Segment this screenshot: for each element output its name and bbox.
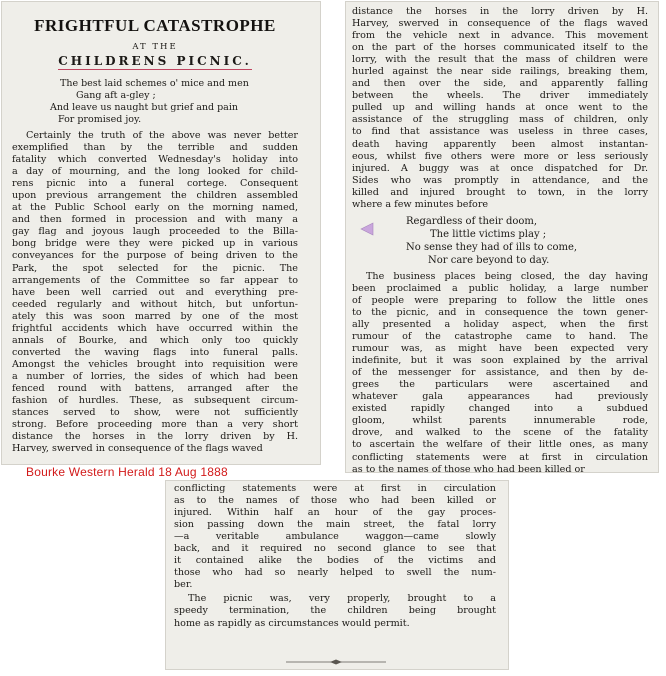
source-caption: Bourke Western Herald 18 Aug 1888 xyxy=(26,465,228,479)
verse-line: The little victims play ; xyxy=(430,228,547,240)
text-line: ately this was soon marred by one of the most xyxy=(12,310,298,322)
text-line: from the vehicle next in advance. This movement xyxy=(352,30,648,42)
text-line: —a veritable ambulance waggon—came slowly xyxy=(174,531,496,543)
text-line: death having apparently been almost instantan- xyxy=(352,138,648,150)
text-line: indefinite, but it was soon explained by the arrival xyxy=(352,355,648,367)
text-line: a number of lorries, the sides of which had been xyxy=(12,370,298,382)
text-line: hurled against the near side railings, breaking them, xyxy=(352,66,648,78)
text-line: where a few minutes before xyxy=(352,198,489,210)
text-line: frightful accidents which have occurred within the xyxy=(12,322,298,334)
text-line: it contained alike the bodies of the victims and xyxy=(174,555,496,567)
text-line: back, and it required no second glance to see that xyxy=(174,543,496,555)
verse-line: No sense they had of ills to come, xyxy=(406,241,578,253)
text-line: assistance of the struggling mass of children, only xyxy=(352,114,648,126)
text-line: gloom, whilst parents innumerable rode, xyxy=(352,415,648,427)
text-line: fashion of hurdles. These, as subsequent circum- xyxy=(12,395,298,407)
text-line: sion passing down the main street, the fatal lorry xyxy=(174,519,496,531)
text-line: fenced round with battens, arranged after the xyxy=(12,382,298,394)
text-line: rumour of the catastrophe came to hand. The xyxy=(352,331,648,343)
text-line: been proclaimed a public holiday, a large number xyxy=(352,282,648,294)
clipping-part-3 xyxy=(166,481,508,669)
text-line: of the messenger for assistance, and then by de- xyxy=(352,367,648,379)
text-line: Certainly the truth of the above was never better xyxy=(26,130,298,141)
column-1 xyxy=(12,2,298,455)
verse-line: The best laid schemes o' mice and men xyxy=(60,78,249,89)
verse-line: For promised joy. xyxy=(58,114,142,125)
text-line: fatality which converted Wednesday's holiday into xyxy=(12,154,298,166)
text-line: Harvey, swerved in consequence of the flags waved xyxy=(352,18,648,30)
left-arrow-icon[interactable] xyxy=(360,222,374,236)
verse-line: Gang aft a-gley ; xyxy=(76,90,156,101)
text-line: arrangements of the Committee so far appear to xyxy=(12,274,298,286)
text-line: injured. A buggy was at once dispatched for Dr. xyxy=(352,162,648,174)
subhead-text: CHILDRENS PICNIC. xyxy=(58,54,252,68)
column-2 xyxy=(352,6,648,472)
text-line: of people were preparing to follow the little ones xyxy=(352,294,648,306)
text-line: lorry, with the result that the mass of children were xyxy=(352,54,648,66)
text-line: whatever gala appearances had previously xyxy=(352,391,648,403)
clipping-part-1 xyxy=(2,2,320,464)
text-line: distance the horses in the lorry driven by H. xyxy=(12,431,298,443)
text-line: ally presented a holiday aspect, when the first xyxy=(352,318,648,330)
text-line: gay flag and joyous laugh proceeded to the Billa- xyxy=(12,226,298,238)
text-line: as to the names of those who had been killed or xyxy=(352,463,585,472)
article-body-part-2a xyxy=(352,6,648,211)
text-line: annals of Bourke, and which only too quickly xyxy=(12,334,298,346)
text-line: Amongst the vehicles brought into requisition were xyxy=(12,358,298,370)
subhead-childrens-picnic xyxy=(12,54,298,68)
text-line: those who had so nearly helped to swell the num- xyxy=(174,567,496,579)
verse-line: Nor care beyond to day. xyxy=(428,254,550,266)
end-rule-ornament xyxy=(286,659,386,665)
text-line: to find that assistance was useless in three cases, xyxy=(352,126,648,138)
text-line: upon previous arrangement the children assembled xyxy=(12,190,298,202)
text-line: at the Public School early on the morning named, xyxy=(12,202,298,214)
text-line: Sides who was promptly in attendance, and the xyxy=(352,174,648,186)
inserted-verse xyxy=(352,215,648,267)
text-line: The business places being closed, the day having xyxy=(366,270,648,282)
article-body-part-2b xyxy=(352,271,648,472)
text-line: to ascertain the welfare of their little ones, as many xyxy=(352,439,648,451)
text-line: rumour was, as might have been expected very xyxy=(352,343,648,355)
verse-line: Regardless of their doom, xyxy=(406,215,538,227)
text-line: to the picnic, and in consequence the town gener- xyxy=(352,306,648,318)
text-line: Harvey, swerved in consequence of the flags waved xyxy=(12,443,263,455)
text-line: exemplified than by the terrible and sudden xyxy=(12,142,298,154)
text-line: The picnic was, very properly, brought to a xyxy=(188,593,496,605)
subhead-at-the: AT THE xyxy=(132,42,178,52)
text-line: speedy termination, the children being brought xyxy=(174,605,496,617)
text-line: as to the names of those who had been killed or xyxy=(174,495,496,507)
text-line: distance the horses in the lorry driven by H. xyxy=(352,6,648,17)
text-line: strong. Before proceeding more than a very short xyxy=(12,419,298,431)
text-line: conflicting statements were at first in circulation xyxy=(352,451,648,463)
text-line: ceeded regularly and without hitch, but unfortun- xyxy=(12,298,298,310)
text-line: killed and injured brought to town, in the lorry xyxy=(352,186,648,198)
text-line: drove, and walked to the scene of the fatality xyxy=(352,427,648,439)
clipping-part-2 xyxy=(346,2,658,472)
verse-line: And leave us naught but grief and pain xyxy=(50,102,239,113)
text-line: and then formed in procession and with many a xyxy=(12,214,298,226)
article-body-part-1 xyxy=(12,130,298,455)
text-line: pulled up and willing hands at once went to the xyxy=(352,102,648,114)
column-3 xyxy=(174,483,496,630)
text-line: conflicting statements were at first in circulation xyxy=(174,483,496,494)
text-line: have been well carried out and everything pre- xyxy=(12,286,298,298)
text-line: converted the waving flags into funeral palls. xyxy=(12,346,298,358)
text-line: home as rapidly as circumstances would permit. xyxy=(174,617,410,629)
article-body-part-3a xyxy=(174,483,496,591)
text-line: conveyances for the purpose of being driven to the xyxy=(12,250,298,262)
text-line: existed rapidly changed into a subdued xyxy=(352,403,648,415)
text-line: between the wheels. The driver immediately xyxy=(352,90,648,102)
text-line: injured. Within half an hour of the gay proces- xyxy=(174,507,496,519)
text-line: ber. xyxy=(174,579,193,591)
headline: FRIGHTFUL CATASTROPHE xyxy=(34,16,276,35)
text-line: on the part of the horses communicated itself to the xyxy=(352,42,648,54)
text-line: stances served to show, were not sufficiently xyxy=(12,407,298,419)
text-line: and then over the side, and apparently falling xyxy=(352,78,648,90)
text-line: eous, whilst five others were more or less seriously xyxy=(352,150,648,162)
text-line: bong bridge were they were picked up in various xyxy=(12,238,298,250)
opening-verse xyxy=(12,78,298,126)
text-line: Park, the spot selected for the picnic. The xyxy=(12,262,298,274)
text-line: a day of mourning, and the long looked for child- xyxy=(12,166,298,178)
text-line: rens picnic into a funeral cortege. Consequent xyxy=(12,178,298,190)
article-body-part-3b xyxy=(174,593,496,629)
text-line: grees the particulars were ascertained and xyxy=(352,379,648,391)
